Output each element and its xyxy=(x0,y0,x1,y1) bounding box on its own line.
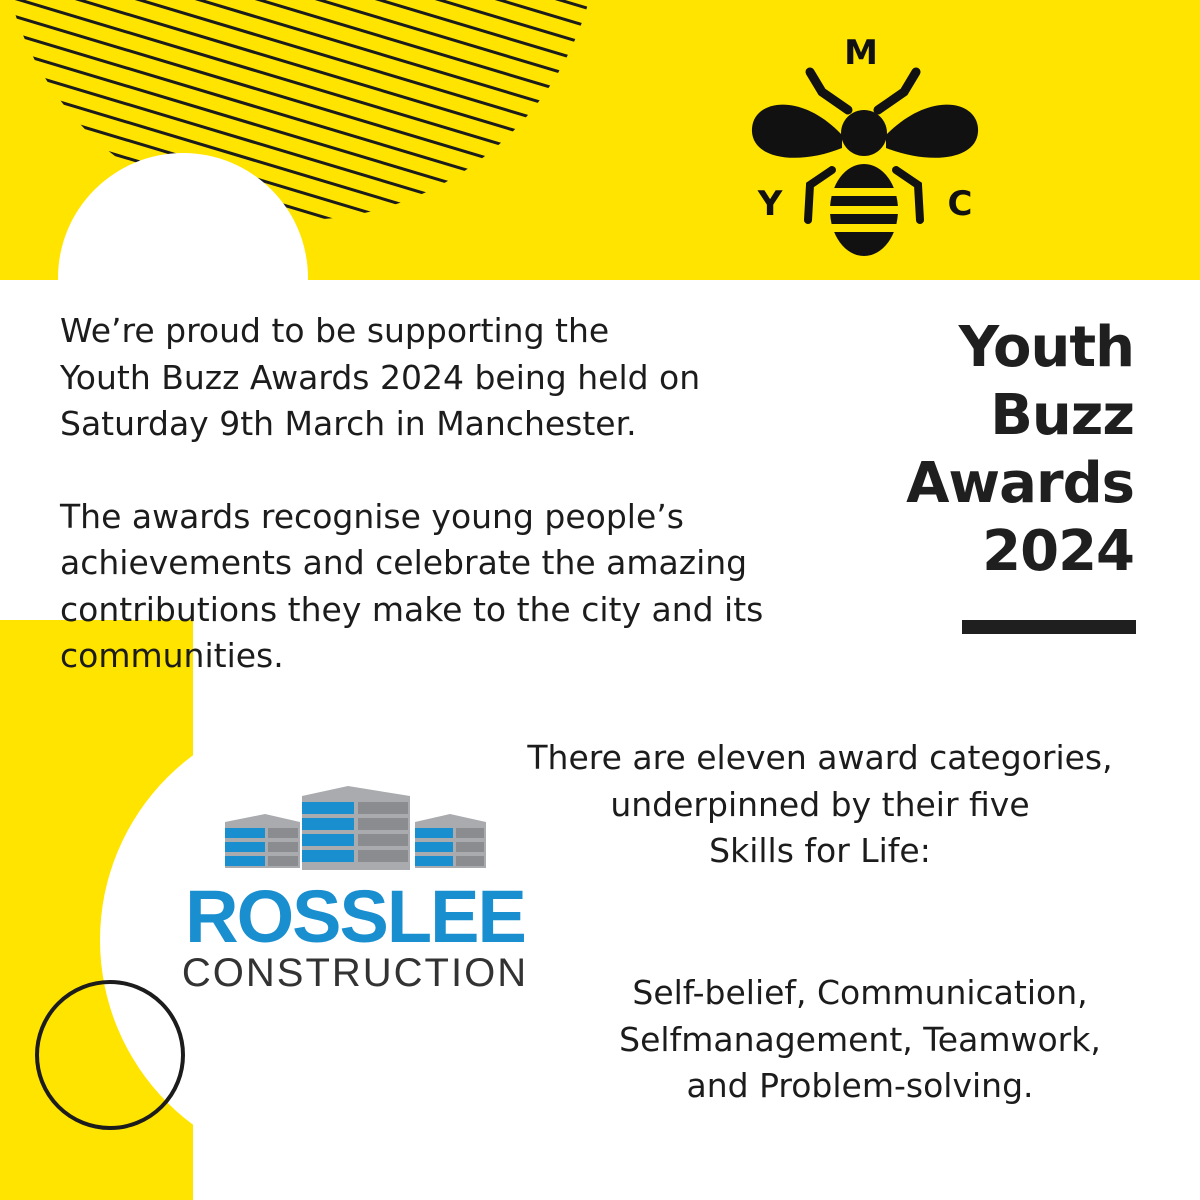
intro-line: The awards recognise young people’s xyxy=(60,496,684,536)
award-title-line: Buzz xyxy=(990,383,1134,448)
award-title xyxy=(834,314,1134,586)
skills-line: and Problem-solving. xyxy=(686,1066,1034,1105)
skills-line: Self-belief, Communication, xyxy=(632,973,1088,1012)
rosslee-logo xyxy=(170,782,540,992)
intro-text xyxy=(60,308,880,680)
bee-letter-top: M xyxy=(844,33,878,73)
intro-line: contributions they make to the city and its xyxy=(60,589,764,629)
building-center-icon xyxy=(302,786,410,870)
rosslee-tagline: CONSTRUCTION xyxy=(181,951,529,992)
intro-line: Saturday 9th March in Manchester. xyxy=(60,404,637,443)
intro-line: We’re proud to be supporting the xyxy=(60,311,610,350)
building-left-icon xyxy=(225,814,300,868)
building-right-icon xyxy=(415,814,486,868)
award-title-underline xyxy=(962,620,1136,634)
bee-icon xyxy=(740,20,990,260)
award-title-line: Awards xyxy=(906,451,1134,516)
bee-letter-left: Y xyxy=(757,184,783,224)
intro-line: achievements and celebrate the amazing xyxy=(60,543,748,582)
bee-letter-right: C xyxy=(947,184,973,224)
award-title-line: 2024 xyxy=(982,519,1134,584)
intro-line: Youth Buzz Awards 2024 being held on xyxy=(60,357,701,397)
categories-line: underpinned by their five xyxy=(610,784,1030,824)
intro-line: communities. xyxy=(60,636,284,675)
rosslee-name: ROSSLEE xyxy=(185,875,525,958)
categories-line: Skills for Life: xyxy=(709,831,931,870)
categories-text xyxy=(480,735,1160,875)
paragraph-gap xyxy=(60,448,880,494)
skills-text xyxy=(520,970,1200,1110)
skills-line: Selfmanagement, Teamwork, xyxy=(619,1019,1101,1059)
award-title-line: Youth xyxy=(958,315,1134,380)
categories-line: There are eleven award categories, xyxy=(527,738,1113,777)
